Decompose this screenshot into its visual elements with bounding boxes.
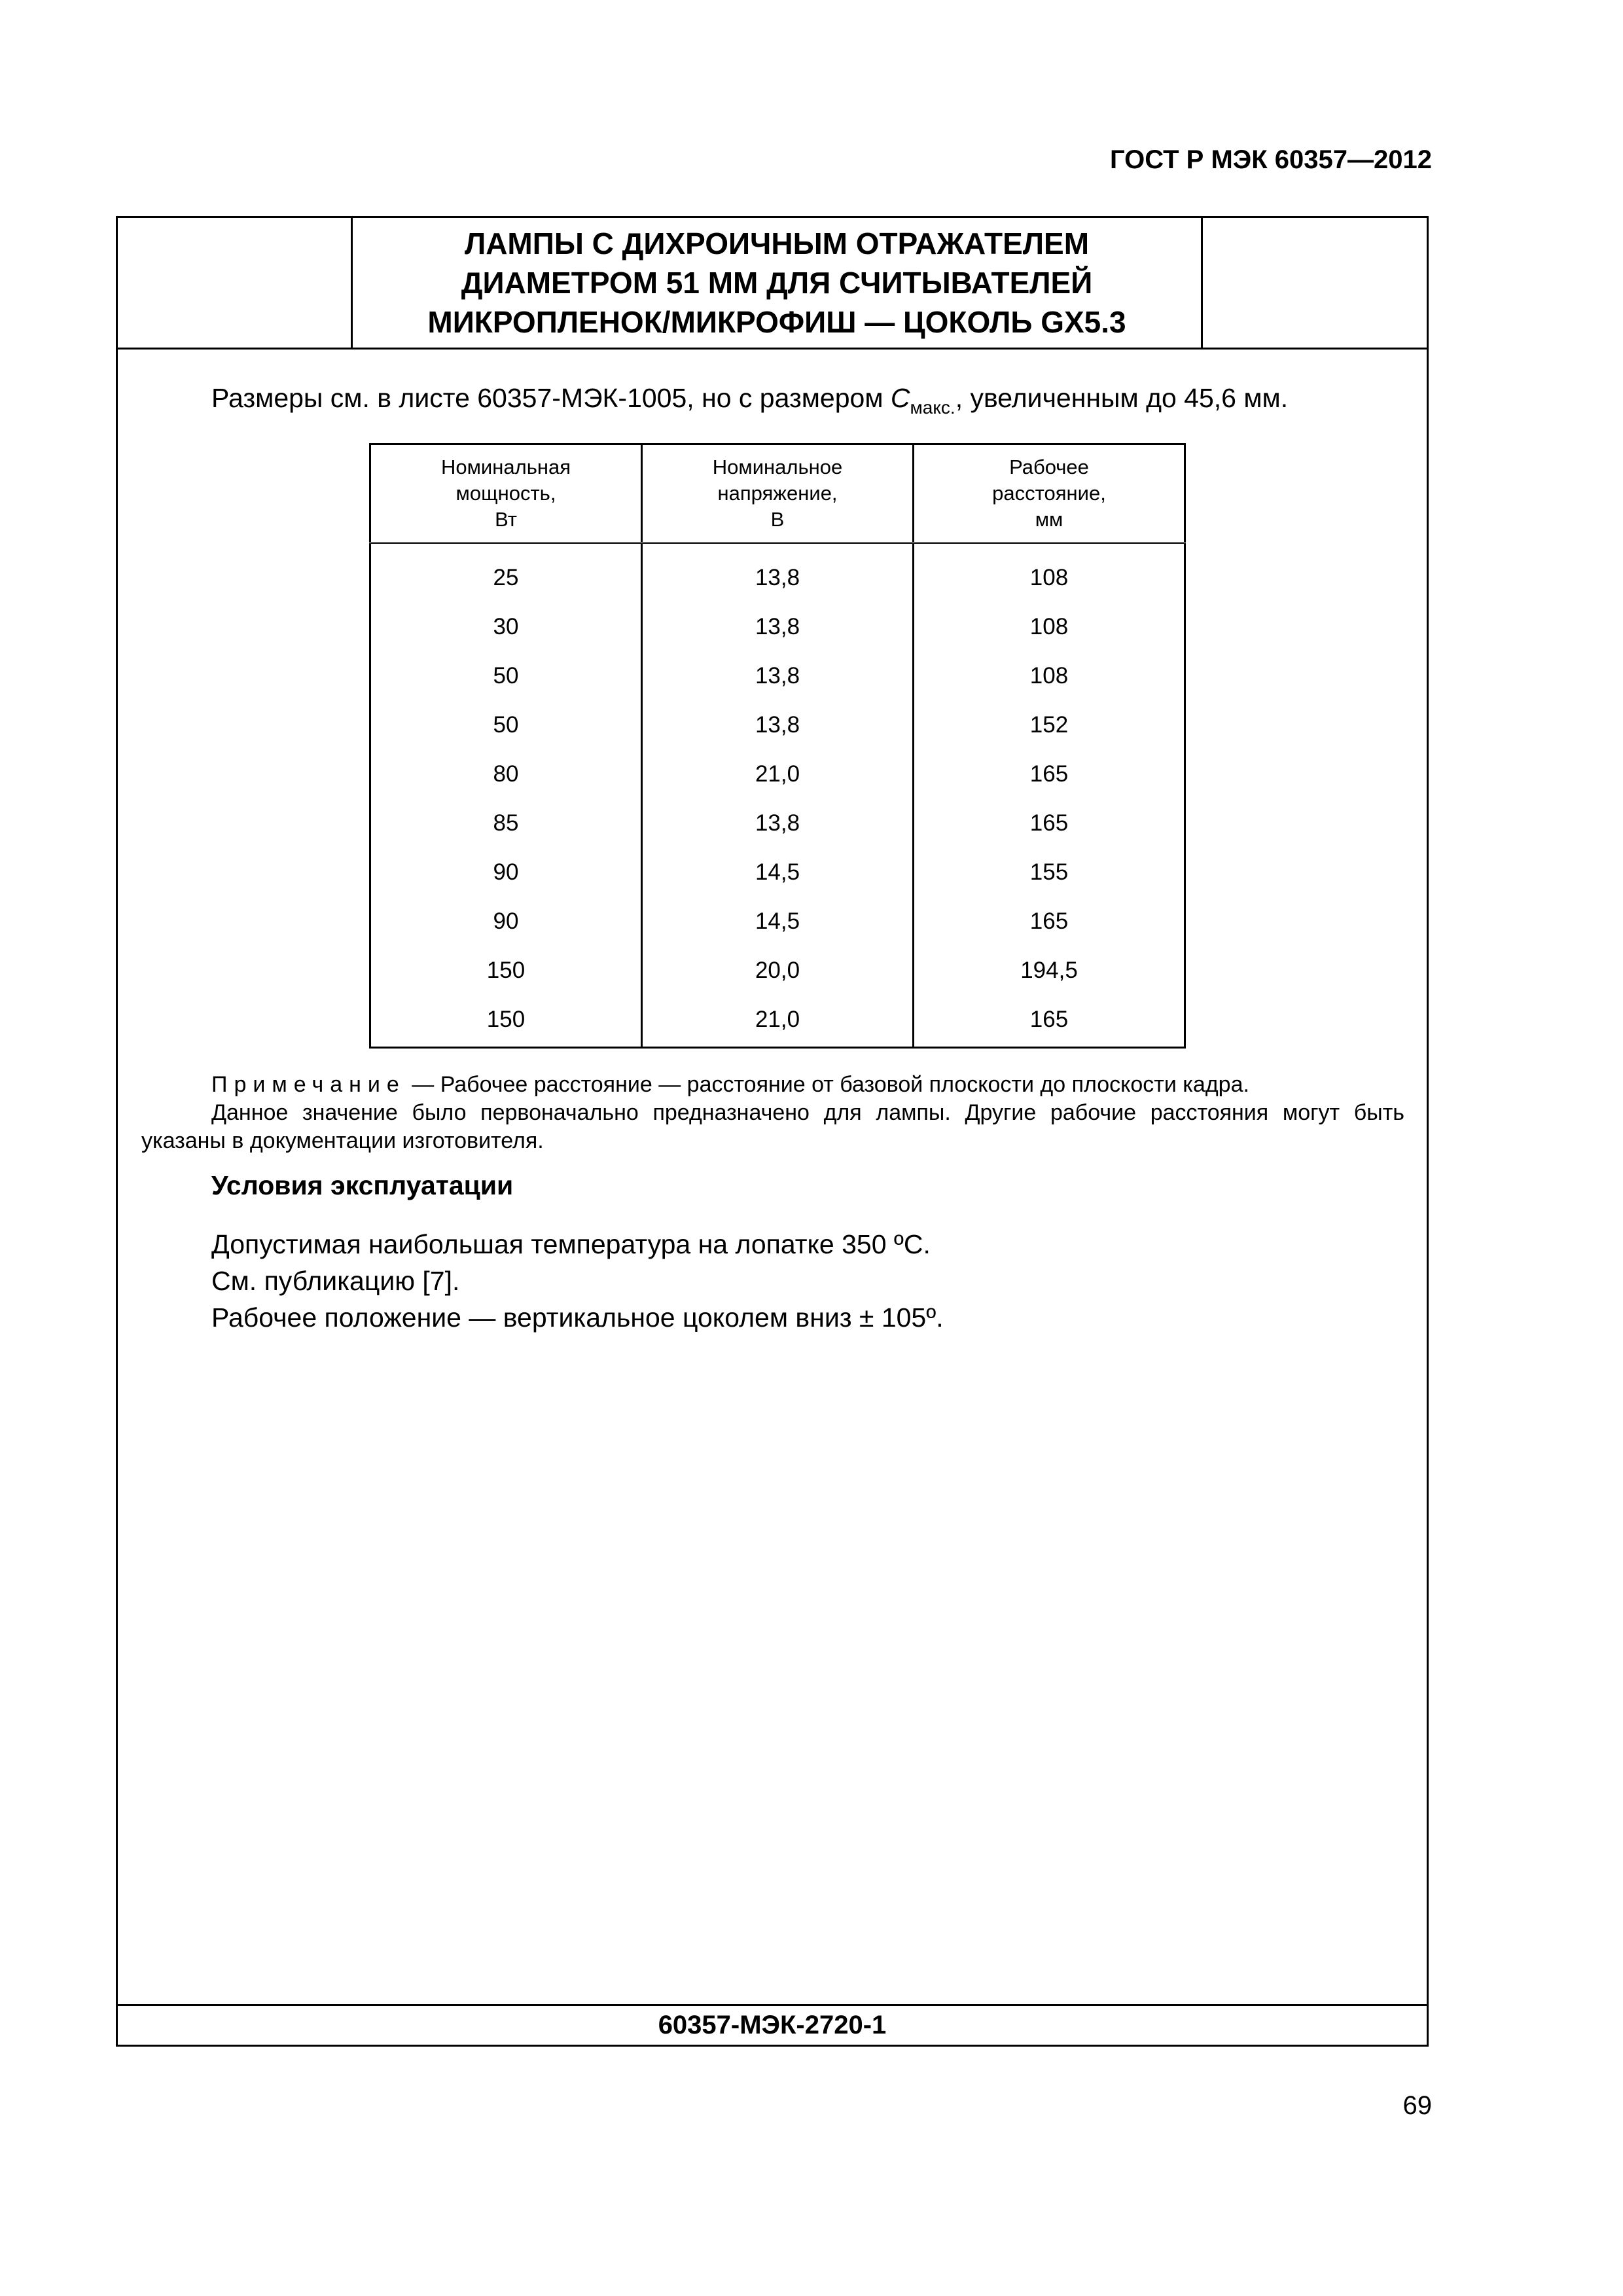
table-cell: 50 bbox=[370, 700, 642, 749]
table-header-row bbox=[370, 444, 1185, 543]
table-cell: 165 bbox=[914, 995, 1185, 1048]
header-line: Номинальное bbox=[712, 456, 843, 478]
table-row bbox=[370, 897, 1185, 946]
table-cell: 30 bbox=[370, 602, 642, 651]
table-cell: 108 bbox=[914, 651, 1185, 700]
note-continuation: Данное значение было первоначально предназначено для лампы. Другие рабочие расстояния могут быть указаны в документации изготовителя. bbox=[141, 1100, 1404, 1153]
table-row bbox=[370, 798, 1185, 848]
condition-line: Допустимая наибольшая температура на лопатке 350 ºС. bbox=[211, 1229, 931, 1259]
table-cell: 14,5 bbox=[642, 897, 914, 946]
table-cell: 13,8 bbox=[642, 700, 914, 749]
table-row bbox=[370, 749, 1185, 798]
dimension-symbol: C bbox=[890, 383, 910, 413]
table-cell: 14,5 bbox=[642, 848, 914, 897]
table-cell: 90 bbox=[370, 848, 642, 897]
note-text: — Рабочее расстояние — расстояние от базовой плоскости до плоскости кадра. bbox=[405, 1072, 1249, 1097]
standard-header: ГОСТ Р МЭК 60357—2012 bbox=[1109, 145, 1432, 174]
table-cell: 13,8 bbox=[642, 651, 914, 700]
table-row bbox=[370, 651, 1185, 700]
header-line: Номинальная bbox=[440, 456, 571, 478]
table-cell: 25 bbox=[370, 553, 642, 602]
table-cell: 165 bbox=[914, 749, 1185, 798]
table-cell: 85 bbox=[370, 798, 642, 848]
table-note bbox=[141, 1071, 1404, 1155]
table-cell: 165 bbox=[914, 897, 1185, 946]
table-cell: 13,8 bbox=[642, 553, 914, 602]
dimension-subscript: макс. bbox=[910, 397, 955, 418]
dimensions-reference: Размеры см. в листе 60357-МЭК-1005, но с размером $C_{макс.}$, увеличенным до 45,6 мм. bbox=[211, 383, 1289, 418]
title-line: МИКРОПЛЕНОК/МИКРОФИШ — ЦОКОЛЬ GX5.3 bbox=[427, 305, 1126, 339]
condition-line: См. публикацию [7]. bbox=[211, 1266, 460, 1296]
condition-line: Рабочее положение — вертикальное цоколем вниз ± 105º. bbox=[211, 1302, 944, 1333]
table-cell: 152 bbox=[914, 700, 1185, 749]
table-cell: 13,8 bbox=[642, 602, 914, 651]
table-row bbox=[370, 848, 1185, 897]
header-line: В bbox=[770, 508, 785, 531]
title-line: ЛАМПЫ С ДИХРОИЧНЫМ ОТРАЖАТЕЛЕМ bbox=[464, 226, 1090, 260]
conditions-list bbox=[211, 1226, 944, 1336]
sheet-code: 60357-МЭК-2720-1 bbox=[118, 2004, 1427, 2045]
table-row bbox=[370, 553, 1185, 602]
table-cell: 108 bbox=[914, 553, 1185, 602]
table-cell: 155 bbox=[914, 848, 1185, 897]
table-row bbox=[370, 995, 1185, 1048]
table-cell: 108 bbox=[914, 602, 1185, 651]
table-cell: 21,0 bbox=[642, 995, 914, 1048]
conditions-heading: Условия эксплуатации bbox=[211, 1170, 514, 1200]
header-line: мощность, bbox=[455, 482, 556, 505]
header-distance bbox=[914, 444, 1185, 543]
title-row bbox=[118, 218, 1427, 350]
header-power bbox=[370, 444, 642, 543]
lamp-ratings-table bbox=[369, 443, 1186, 1049]
data-sheet-frame bbox=[116, 216, 1429, 2047]
table-cell: 150 bbox=[370, 995, 642, 1048]
table-row bbox=[370, 946, 1185, 995]
table-cell: 150 bbox=[370, 946, 642, 995]
table-separator bbox=[370, 543, 1185, 554]
table-cell: 90 bbox=[370, 897, 642, 946]
header-voltage bbox=[642, 444, 914, 543]
header-line: Вт bbox=[495, 508, 517, 531]
table-cell: 80 bbox=[370, 749, 642, 798]
title-line: ДИАМЕТРОМ 51 ММ ДЛЯ СЧИТЫВАТЕЛЕЙ bbox=[461, 266, 1093, 300]
table-row bbox=[370, 700, 1185, 749]
page-number: 69 bbox=[1402, 2091, 1432, 2120]
table-row bbox=[370, 602, 1185, 651]
table-cell: 21,0 bbox=[642, 749, 914, 798]
table-cell: 20,0 bbox=[642, 946, 914, 995]
header-line: расстояние, bbox=[992, 482, 1106, 505]
table-cell: 165 bbox=[914, 798, 1185, 848]
header-line: мм bbox=[1035, 508, 1063, 531]
table-cell: 50 bbox=[370, 651, 642, 700]
header-line: Рабочее bbox=[1009, 456, 1089, 478]
header-line: напряжение, bbox=[717, 482, 838, 505]
table-cell: 194,5 bbox=[914, 946, 1185, 995]
note-label: Примечание bbox=[211, 1072, 406, 1097]
sheet-title bbox=[351, 218, 1203, 348]
table-cell: 13,8 bbox=[642, 798, 914, 848]
